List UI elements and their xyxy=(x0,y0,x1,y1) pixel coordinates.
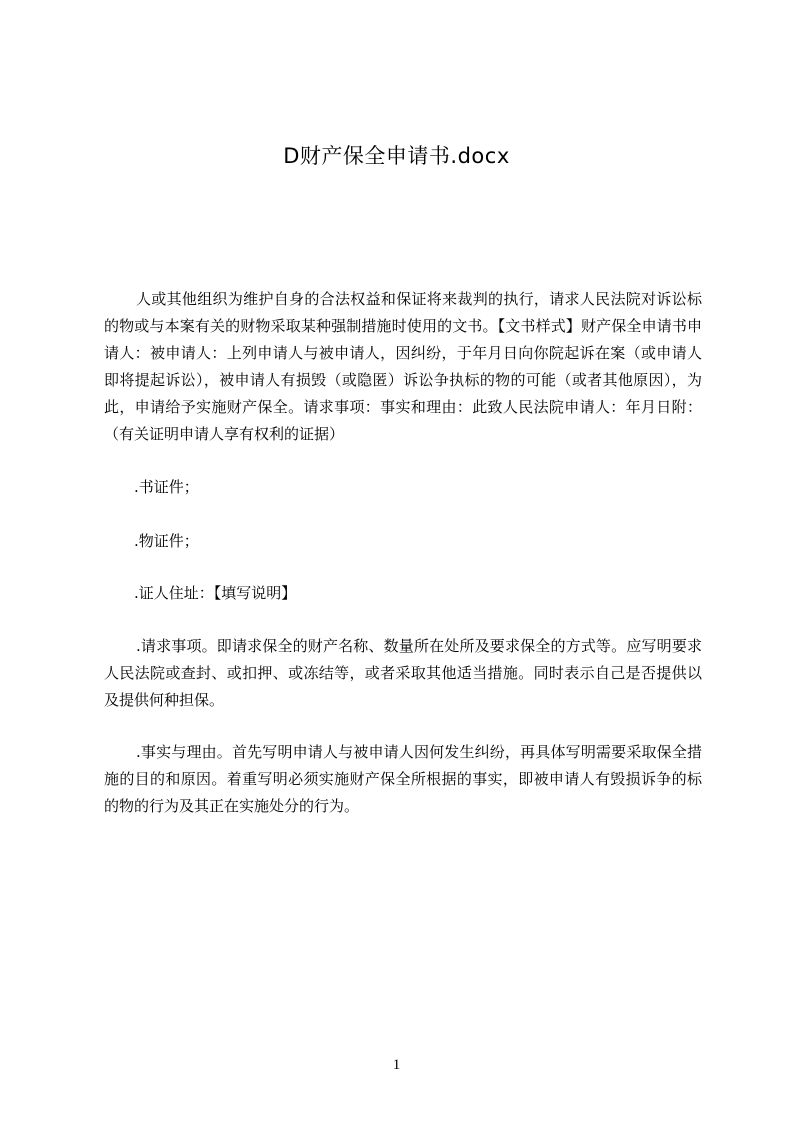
list-item-documentary-evidence: .书证件； xyxy=(134,478,199,496)
list-item-witness-address: .证人住址：【填写说明】 xyxy=(134,584,297,602)
request-items-paragraph: .请求事项。即请求保全的财产名称、数量所在处所及要求保全的方式等。应写明要求人民法院或查封、或扣押、或冻结等，或者采取其他适当措施。同时表示自己是否提供以及提供何种担保。 xyxy=(104,637,702,709)
document-title: D财产保全申请书.docx xyxy=(283,144,510,168)
list-item-physical-evidence: .物证件； xyxy=(134,532,199,550)
facts-reasons-paragraph: .事实与理由。首先写明申请人与被申请人因何发生纠纷，再具体写明需要采取保全措施的目的和原因。着重写明必须实施财产保全所根据的事实，即被申请人有毁损诉争的标的物的行为及其正在实施处分的行为。 xyxy=(104,743,702,815)
page-number: 1 xyxy=(392,1057,401,1073)
intro-paragraph: 人或其他组织为维护自身的合法权益和保证将来裁判的执行，请求人民法院对诉讼标的物或与本案有关的财物采取某种强制措施时使用的文书。【文书样式】财产保全申请书申请人：被申请人：上列申请人与被申请人，因纠纷，于年月日向你院起诉在案（或申请人即将提起诉讼），被申请人有损毁（或隐匿）诉讼争执标的物的可能（或者其他原因），为此，申请给予实施财产保全。请求事项：事实和理由：此致人民法院申请人：年月日附：（有关证明申请人享有权利的证据） xyxy=(104,290,702,443)
